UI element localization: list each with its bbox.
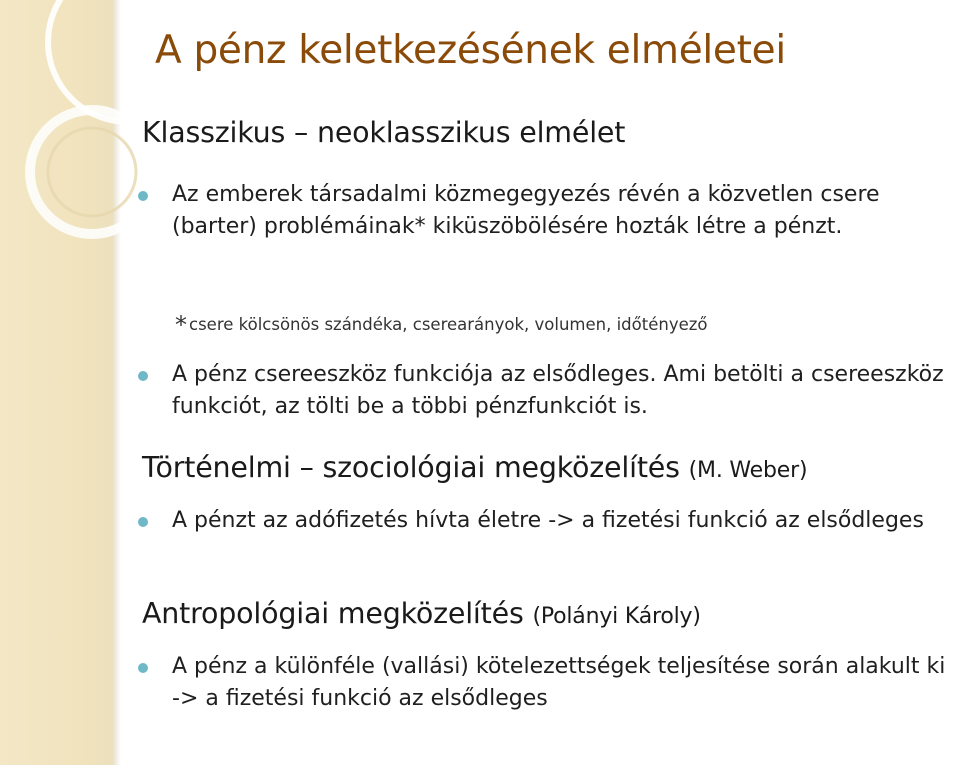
section-heading-classical: Klasszikus – neoklasszikus elmélet (142, 116, 626, 149)
bullet-text-exchange-function: A pénz csereeszköz funkciója az elsődleges. Ami betölti a csereeszköz funkciót, az tölti be a többi pénzfunkciót is. (172, 362, 944, 419)
deco-ring-inner (48, 128, 136, 216)
bullet-text-barter: Az emberek társadalmi közmegegyezés révén a közvetlen csere (barter) problémáinak* kiküszöbölésére hozták létre a pénzt. (172, 182, 880, 239)
footnote-marker: * (175, 311, 187, 339)
section-heading-anthropological-main: Antropológiai megközelítés (142, 597, 524, 630)
section-heading-anthropological (142, 597, 701, 630)
bullet-dot (138, 517, 148, 527)
bullet-dot (138, 663, 148, 673)
section-heading-historical-aside: (M. Weber) (688, 458, 808, 483)
bullet-dot (138, 191, 148, 201)
footnote (175, 311, 708, 339)
section-heading-historical-main: Történelmi – szociológiai megközelítés (142, 451, 680, 484)
section-heading-historical (142, 451, 807, 484)
slide-title: A pénz keletkezésének elméletei (155, 28, 786, 73)
bullet-text-obligations: A pénz a különféle (vallási) kötelezettségek teljesítése során alakult ki -> a fizetési funkció az elsődleges (172, 654, 946, 711)
footnote-text: csere kölcsönös szándéka, cserearányok, volumen, időtényező (189, 315, 708, 334)
bullet-text-taxation: A pénzt az adófizetés hívta életre -> a fizetési funkció az elsődleges (172, 508, 924, 533)
section-heading-anthropological-aside: (Polányi Károly) (532, 604, 701, 629)
bullet-dot (138, 371, 148, 381)
